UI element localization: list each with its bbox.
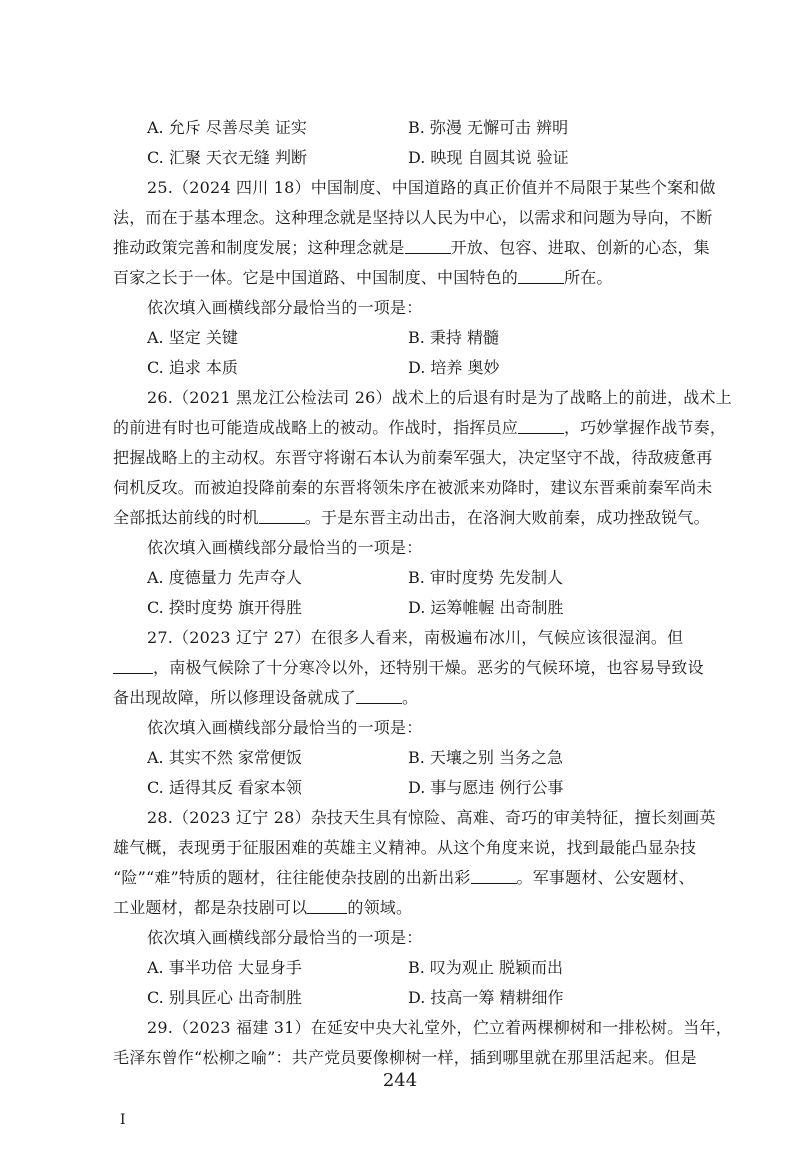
q27-option-a: A. 其实不然 家常便饭 (147, 748, 302, 767)
q26-stem-line-3: 把握战略上的主动权。东晋守将谢石本认为前秦军强大，决定坚守不战，待敌疲惫再 (113, 448, 713, 467)
q27-option-d: D. 事与愿违 例行公事 (408, 778, 564, 797)
q25-option-a: A. 坚定 关键 (147, 328, 238, 347)
q28-stem-line-3: “险”“难”特质的题材，往往能使杂技剧的出新出彩 。军事题材、公安题材、 (113, 868, 695, 887)
answer-blank (259, 509, 305, 524)
page-number: 244 (382, 1070, 418, 1091)
q26-stem-line-2: 的前进有时也可能造成战略上的被动。作战时，指挥员应 ，巧妙掌握作战节奏， (113, 418, 727, 437)
q29-stem-line-1: 29.（2023 福建 31）在延安中央大礼堂外，伫立着两棵柳树和一排松树。当年， (147, 1018, 732, 1037)
q27-stem-line-3: 备出现故障，所以修理设备就成了 。 (113, 688, 419, 707)
q26-option-c: C. 揆时度势 旗开得胜 (147, 598, 302, 617)
answer-blank (113, 659, 153, 674)
q28-option-b: B. 叹为观止 脱颖而出 (408, 958, 564, 977)
q26-stem-line-1: 26.（2021 黑龙江公检法司 26）战术上的后退有时是为了战略上的前进，战术上 (147, 388, 732, 407)
q27-option-c: C. 适得其反 看家本领 (147, 778, 302, 797)
q25-prompt: 依次填入画横线部分最恰当的一项是： (147, 298, 423, 317)
q27-stem-line-2: ，南极气候除了十分寒冷以外，还特别干燥。恶劣的气候环境，也容易导致设 (113, 658, 708, 678)
q24-option-b: B. 弥漫 无懈可击 辨明 (408, 118, 569, 137)
q28-stem-line-2: 雄气概，表现勇于征服困难的英雄主义精神。从这个角度来说，找到最能凸显杂技 (113, 838, 697, 857)
answer-blank (471, 869, 517, 884)
answer-blank (518, 269, 564, 284)
q28-option-a: A. 事半功倍 大显身手 (147, 958, 302, 977)
answer-blank (356, 689, 402, 704)
q26-stem-line-4: 伺机反攻。而被迫投降前秦的东晋将领朱序在被派来劝降时，建议东晋乘前秦军尚未 (113, 478, 713, 497)
answer-blank (307, 899, 347, 914)
q29-stem-line-2: 毛泽东曾作“松柳之喻”：共产党员要像柳树一样，插到哪里就在那里活起来。但是 (113, 1048, 697, 1067)
q26-option-b: B. 审时度势 先发制人 (408, 568, 564, 587)
answer-blank (405, 239, 451, 254)
q28-option-d: D. 技高一筹 精耕细作 (408, 988, 564, 1007)
q26-option-d: D. 运筹帷幄 出奇制胜 (408, 598, 564, 617)
q24-option-d: D. 映现 自圆其说 验证 (408, 148, 569, 167)
q27-option-b: B. 天壤之别 当务之急 (408, 748, 564, 767)
q28-prompt: 依次填入画横线部分最恰当的一项是： (147, 928, 423, 947)
q26-stem-line-5: 全部抵达前线的时机 。于是东晋主动出击，在洛涧大败前秦，成功挫敌锐气。 (113, 508, 710, 527)
answer-blank (518, 419, 564, 434)
q28-option-c: C. 别具匠心 出奇制胜 (147, 988, 302, 1007)
q25-stem-line-4: 百家之长于一体。它是中国道路、中国制度、中国特色的 所在。 (113, 268, 613, 287)
q28-stem-line-4: 工业题材，都是杂技剧可以 的领域。 (113, 898, 413, 917)
q25-stem-line-2: 法，而在于基本理念。这种理念就是坚持以人民为中心，以需求和问题为导向，不断 (113, 208, 713, 227)
q25-option-c: C. 追求 本质 (147, 358, 238, 377)
q27-stem-line-1: 27.（2023 辽宁 27）在很多人看来，南极遍布冰川，气候应该很湿润。但 (147, 628, 684, 647)
corner-mark: I (120, 1112, 126, 1128)
q25-option-b: B. 秉持 精髓 (408, 328, 500, 347)
q26-option-a: A. 度德量力 先声夺人 (147, 568, 302, 587)
q25-option-d: D. 培养 奥妙 (408, 358, 500, 377)
q25-stem-line-1: 25.（2024 四川 18）中国制度、中国道路的真正价值并不局限于某些个案和做 (147, 178, 716, 197)
q24-option-a: A. 允斥 尽善尽美 证实 (147, 118, 307, 137)
q26-prompt: 依次填入画横线部分最恰当的一项是： (147, 538, 423, 557)
q27-prompt: 依次填入画横线部分最恰当的一项是： (147, 718, 423, 737)
q28-stem-line-1: 28.（2023 辽宁 28）杂技天生具有惊险、高难、奇巧的审美特征，擅长刻画英 (147, 808, 716, 827)
q24-option-c: C. 汇聚 天衣无缝 判断 (147, 148, 308, 167)
q25-stem-line-3: 推动政策完善和制度发展；这种理念就是 开放、包容、进取、创新的心态，集 (113, 238, 710, 257)
